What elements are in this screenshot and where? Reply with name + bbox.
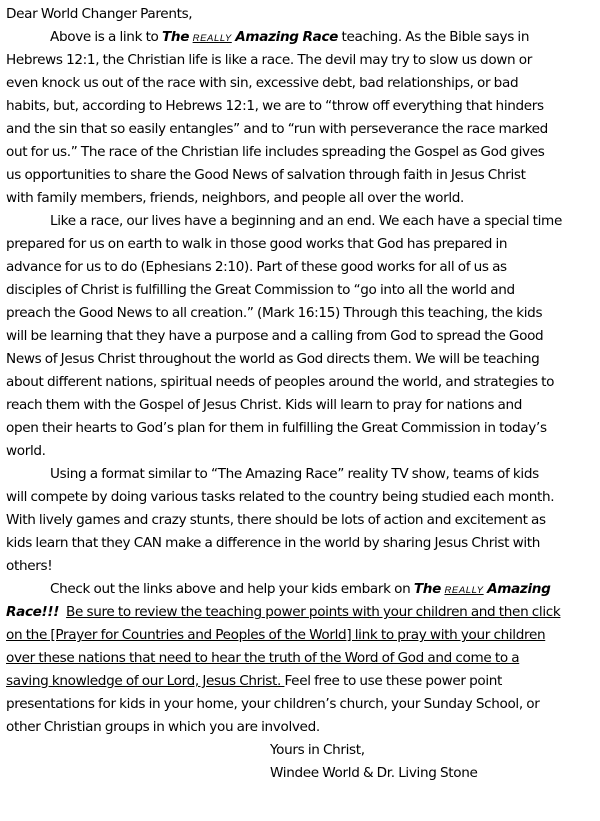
p2-line-4: disciples of Christ is fulfilling the Great Commission to “go into all the world and <box>6 282 515 298</box>
closing: Yours in Christ, <box>270 742 365 758</box>
p3-line-3: With lively games and crazy stunts, there should be lots of action and excitement as <box>6 512 546 528</box>
p2-line-8: about different nations, spiritual needs of peoples around the world, and strategies to <box>6 374 555 390</box>
title-race: Race!!! <box>6 604 60 620</box>
instruction-text: Be sure to review the teaching power points with your children and then click <box>66 604 561 620</box>
greeting: Dear World Changer Parents, <box>6 6 193 22</box>
p2-line-11: world. <box>6 443 46 459</box>
letter-document <box>6 3 598 785</box>
p4-line-3: on the [Prayer for Countries and Peoples of the World] link to pray with your children <box>6 627 546 643</box>
p1-line-1 <box>6 26 598 49</box>
p4-line-5 <box>6 670 598 693</box>
p2-line-5: preach the Good News to all creation.” (Mark 16:15) Through this teaching, the kids <box>6 305 543 321</box>
text: Check out the links above and help your kids embark on <box>50 581 414 597</box>
title-really: REALLY <box>192 33 232 44</box>
title-the: The <box>162 29 190 45</box>
paragraph-1 <box>6 26 598 210</box>
p4-line-7: other Christian groups in which you are involved. <box>6 719 320 735</box>
signature: Windee World & Dr. Living Stone <box>270 765 478 781</box>
p1-line-6: out for us.” The race of the Christian life includes spreading the Gospel as God gives <box>6 144 545 160</box>
p2-line-2: prepared for us on earth to walk in those good works that God has prepared in <box>6 236 508 252</box>
text: teaching. As the Bible says in <box>338 29 530 45</box>
title-really: REALLY <box>444 585 484 596</box>
p2-line-6: will be learning that they have a purpose and a calling from God to spread the Good <box>6 328 544 344</box>
text: Above is a link to <box>50 29 162 45</box>
p1-line-8: with family members, friends, neighbors, and people all over the world. <box>6 190 464 206</box>
p3-line-2: will compete by doing various tasks related to the country being studied each month. <box>6 489 555 505</box>
title-amazing-race: Amazing Race <box>235 29 339 45</box>
p1-line-2: Hebrews 12:1, the Christian life is like a race. The devil may try to slow us down or <box>6 52 532 68</box>
p4-line-6: presentations for kids in your home, your children’s church, your Sunday School, or <box>6 696 540 712</box>
p1-line-4: habits, but, according to Hebrews 12:1, we are to “throw off everything that hinders <box>6 98 544 114</box>
paragraph-2 <box>6 210 598 463</box>
p3-line-5: others! <box>6 558 53 574</box>
p2-line-3: advance for us to do (Ephesians 2:10). Part of these good works for all of us as <box>6 259 507 275</box>
paragraph-3 <box>6 463 598 578</box>
p2-line-9: reach them with the Gospel of Jesus Christ. Kids will learn to pray for nations and <box>6 397 523 413</box>
title-amazing: Amazing <box>487 581 551 597</box>
p3-line-1: Using a format similar to “The Amazing Race” reality TV show, teams of kids <box>50 466 539 482</box>
p3-line-4: kids learn that they CAN make a difference in the world by sharing Jesus Christ with <box>6 535 541 551</box>
p4-line-1 <box>6 578 598 601</box>
p1-line-3: even knock us out of the race with sin, excessive debt, bad relationships, or bad <box>6 75 519 91</box>
p1-line-5: and the sin that so easily entangles” and to “run with perseverance the race marked <box>6 121 548 137</box>
p4-line-2 <box>6 601 598 624</box>
title-the: The <box>413 581 441 597</box>
p1-line-7: us opportunities to share the Good News of salvation through faith in Jesus Christ <box>6 167 526 183</box>
instruction-text: saving knowledge of our Lord, Jesus Christ. <box>6 673 285 689</box>
p2-line-10: open their hearts to God’s plan for them in fulfilling the Great Commission in today’s <box>6 420 547 436</box>
p2-line-1: Like a race, our lives have a beginning and an end. We each have a special time <box>50 213 562 229</box>
paragraph-4 <box>6 578 598 739</box>
p4-line-4: over these nations that need to hear the truth of the Word of God and come to a <box>6 650 520 666</box>
text: Feel free to use these power point <box>284 673 503 689</box>
p2-line-7: News of Jesus Christ throughout the world as God directs them. We will be teaching <box>6 351 540 367</box>
